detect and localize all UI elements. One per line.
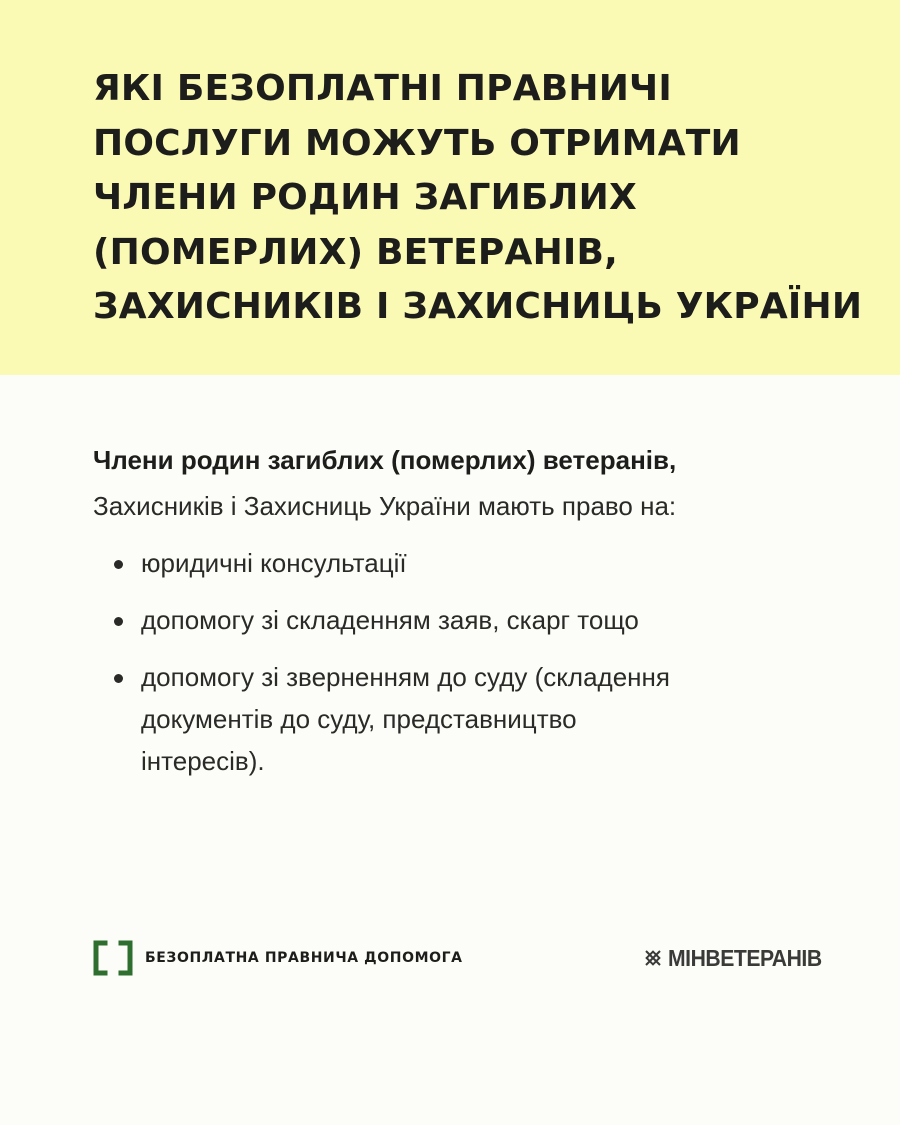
list-item-text: юридичні консультації <box>141 548 407 578</box>
rights-list <box>93 542 833 797</box>
title-line: ПОСЛУГИ МОЖУТЬ ОТРИМАТИ <box>93 122 741 164</box>
bullet-icon <box>114 617 123 626</box>
intro-text: Захисників і Захисниць України мають право на: <box>93 491 677 521</box>
list-item <box>93 542 833 584</box>
bullet-icon <box>114 674 123 683</box>
free-legal-aid-logo <box>93 940 463 976</box>
list-item <box>93 599 833 641</box>
list-item-text: допомогу зі зверненням до суду (складення <box>141 662 670 692</box>
ministry-label: МІНВЕТЕРАНІВ <box>668 944 822 971</box>
intro-bold-text: Члени родин загиблих (померлих) ветеранів, <box>93 445 677 475</box>
emblem-icon <box>642 947 664 969</box>
free-legal-aid-label: БЕЗОПЛАТНА ПРАВНИЧА ДОПОМОГА <box>145 950 463 966</box>
list-item-text: документів до суду, представництво <box>141 704 577 734</box>
list-item <box>93 656 833 782</box>
intro-paragraph <box>93 437 853 529</box>
title-line: ЯКІ БЕЗОПЛАТНІ ПРАВНИЧІ <box>93 68 672 109</box>
list-item-text: допомогу зі складенням заяв, скарг тощо <box>141 605 639 635</box>
bullet-icon <box>114 560 123 569</box>
list-item-text: інтересів). <box>141 746 265 776</box>
title-line: (ПОМЕРЛИХ) ВЕТЕРАНІВ, <box>93 231 619 273</box>
ministry-logo <box>642 942 835 974</box>
bracket-logo-icon <box>93 940 133 976</box>
page-title <box>93 62 863 335</box>
title-line: ЧЛЕНИ РОДИН ЗАГИБЛИХ <box>93 177 637 218</box>
title-line: ЗАХИСНИКІВ І ЗАХИСНИЦЬ УКРАЇНИ <box>93 286 863 327</box>
